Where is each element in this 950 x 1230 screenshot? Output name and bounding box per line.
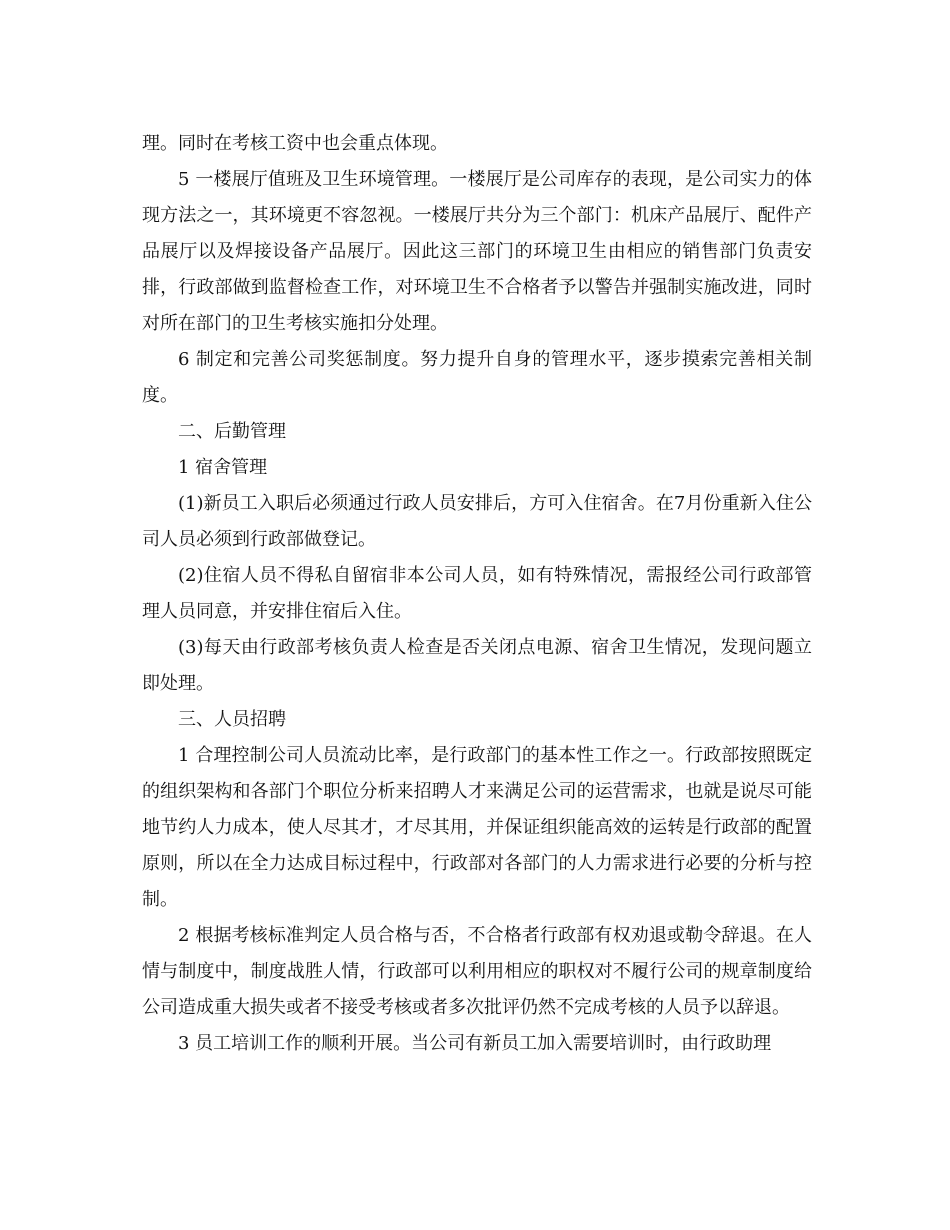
section-heading-logistics: 二、后勤管理 [178, 421, 286, 442]
paragraph-dorm-1: (1)新员工入职后必须通过行政人员安排后，方可入住宿舍。在7月份重新入住公司人员必须到行政部做登记。 [142, 493, 812, 550]
paragraph-dorm-3: (3)每天由行政部考核负责人检查是否关闭点电源、宿舍卫生情况，发现问题立即处理。 [142, 637, 812, 694]
subheading-dormitory: 1 宿舍管理 [178, 457, 268, 478]
paragraph-recruit-2: 2 根据考核标准判定人员合格与否，不合格者行政部有权劝退或勒令辞退。在人情与制度中，制度战胜人情，行政部可以利用相应的职权对不履行公司的规章制度给公司造成重大损失或者不接受考核或者多次批评仍然不完成考核的人员予以辞退。 [142, 925, 812, 1018]
paragraph-recruit-1: 1 合理控制公司人员流动比率，是行政部门的基本性工作之一。行政部按照既定的组织架构和各部门个职位分析来招聘人才来满足公司的运营需求，也就是说尽可能地节约人力成本，使人尽其才，才尽其用，并保证组织能高效的运转是行政部的配置原则，所以在全力达成目标过程中，行政部对各部门的人力需求进行必要的分析与控制。 [142, 745, 812, 910]
paragraph-dorm-2: (2)住宿人员不得私自留宿非本公司人员，如有特殊情况，需报经公司行政部管理人员同意，并安排住宿后入住。 [142, 565, 812, 622]
paragraph-item-5: 5 一楼展厅值班及卫生环境管理。一楼展厅是公司库存的表现，是公司实力的体现方法之一，其环境更不容忽视。一楼展厅共分为三个部门：机床产品展厅、配件产品展厅以及焊接设备产品展厅。因此这三部门的环境卫生由相应的销售部门负责安排，行政部做到监督检查工作，对环境卫生不合格者予以警告并强制实施改进，同时对所在部门的卫生考核实施扣分处理。 [142, 169, 812, 334]
section-heading-recruitment: 三、人员招聘 [178, 709, 286, 730]
paragraph-item-6: 6 制定和完善公司奖惩制度。努力提升自身的管理水平，逐步摸索完善相关制度。 [142, 349, 812, 406]
document-body [142, 126, 812, 1062]
paragraph-continuation: 理。同时在考核工资中也会重点体现。 [142, 133, 448, 154]
paragraph-recruit-3: 3 员工培训工作的顺利开展。当公司有新员工加入需要培训时，由行政助理 [178, 1033, 772, 1054]
